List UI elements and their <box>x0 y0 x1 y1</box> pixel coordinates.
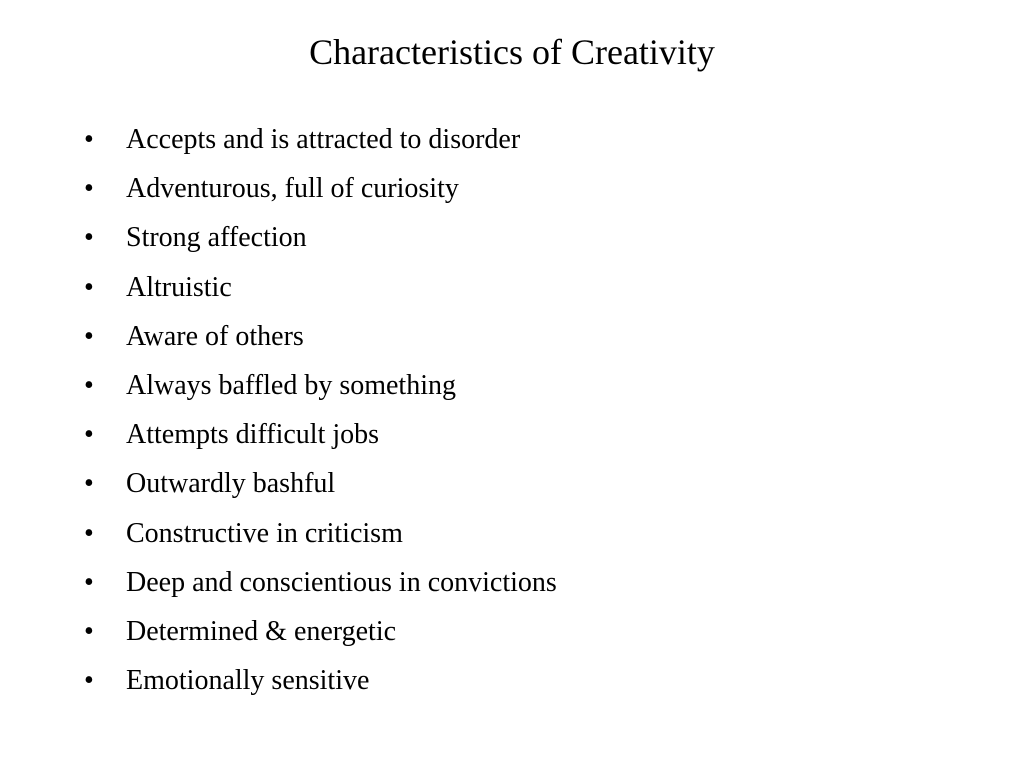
list-item-text: Emotionally sensitive <box>126 665 370 697</box>
bullet-icon: • <box>84 271 94 303</box>
list-item <box>0 459 1024 508</box>
list-item-text: Accepts and is attracted to disorder <box>126 124 521 155</box>
bullet-icon: • <box>84 566 94 598</box>
list-item-text: Determined & energetic <box>126 615 397 647</box>
bullet-icon: • <box>84 222 94 254</box>
bullet-icon: • <box>84 615 94 647</box>
list-item-text: Attempts difficult jobs <box>126 419 380 451</box>
list-item <box>0 361 1024 410</box>
list-item-text: Aware of others <box>126 320 304 352</box>
list-item <box>0 410 1024 459</box>
list-item <box>0 164 1024 213</box>
bullet-icon: • <box>84 468 94 500</box>
list-item-text: Constructive in criticism <box>126 517 403 549</box>
bullet-icon: • <box>84 419 94 451</box>
list-item <box>0 263 1024 312</box>
list-item <box>0 656 1024 705</box>
list-item <box>0 312 1024 361</box>
bullet-icon: • <box>84 369 94 401</box>
list-item-text: Strong affection <box>126 222 307 254</box>
list-item-text: Altruistic <box>126 271 232 303</box>
list-item-text: Always baffled by something <box>126 369 456 401</box>
bullet-list <box>0 115 1024 705</box>
bullet-icon: • <box>84 320 94 352</box>
slide-title: Characteristics of Creativity <box>309 32 715 72</box>
list-item-text: Adventurous, full of curiosity <box>126 173 459 205</box>
list-item <box>0 607 1024 656</box>
bullet-icon: • <box>84 665 94 697</box>
list-item <box>0 213 1024 262</box>
list-item <box>0 509 1024 558</box>
bullet-icon: • <box>84 124 94 155</box>
bullet-icon: • <box>84 173 94 205</box>
list-item <box>0 558 1024 607</box>
list-item-text: Outwardly bashful <box>126 468 336 500</box>
bullet-icon: • <box>84 517 94 549</box>
list-item-text: Deep and conscientious in convictions <box>126 566 557 598</box>
list-item <box>0 115 1024 164</box>
